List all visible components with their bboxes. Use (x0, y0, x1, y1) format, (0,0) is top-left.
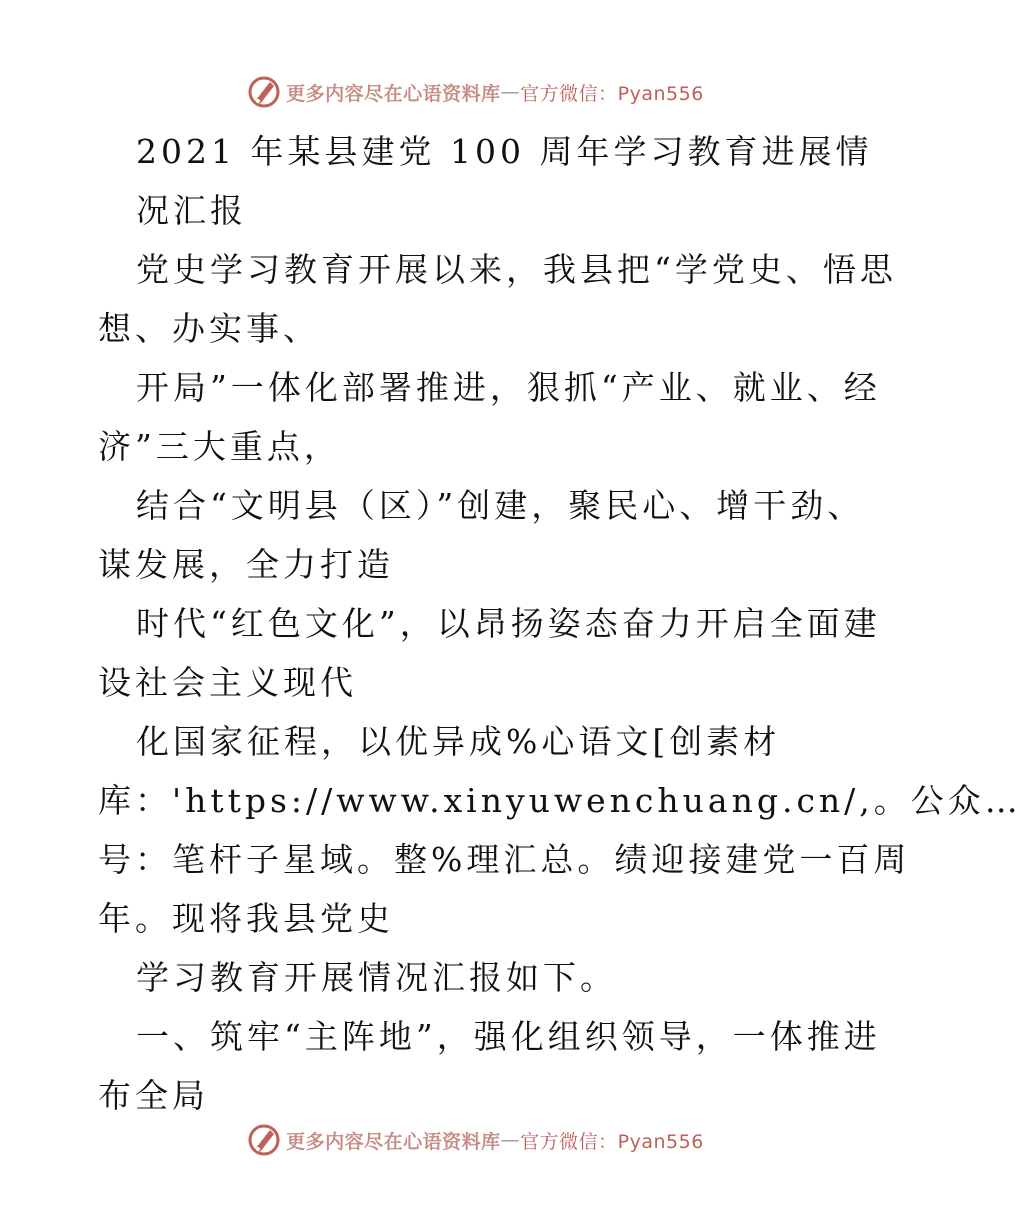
section-heading-line: 布全局 (98, 1076, 209, 1115)
paragraph-line: 年。现将我县党史 (98, 899, 394, 938)
paragraph-line: 时代“红色文化”，以昂扬姿态奋力开启全面建 (136, 604, 881, 643)
banner-separator: — (500, 81, 521, 103)
paragraph-line: 号：笔杆子星域。整%理汇总。绩迎接建党一百周 (98, 840, 911, 879)
paragraph-line: 设社会主义现代 (98, 663, 357, 702)
document-body (98, 122, 1022, 1125)
paragraph-line: 党史学习教育开展以来，我县把“学党史、悟思 (136, 250, 897, 289)
paragraph-line: 开局”一体化部署推进，狠抓“产业、就业、经 (136, 368, 881, 407)
paragraph-line: 想、办实事、 (98, 309, 320, 348)
paragraph-line: 济”三大重点， (98, 427, 341, 466)
banner-text: 更多内容尽在心语资料库 (286, 82, 501, 105)
title-line-1: 2021 年某县建党 100 周年学习教育进展情 (136, 132, 873, 171)
banner-wechat: 官方微信：Pyan556 (520, 1130, 704, 1153)
banner-separator: — (500, 1129, 521, 1151)
footer-banner (0, 1120, 950, 1160)
header-banner (0, 72, 950, 112)
pen-logo-icon (246, 1122, 282, 1158)
section-heading-line: 一、筑牢“主阵地”，强化组织领导，一体推进 (136, 1017, 881, 1056)
title-line-2: 况汇报 (136, 191, 247, 230)
banner-text: 更多内容尽在心语资料库 (286, 1130, 501, 1153)
banner-wechat: 官方微信：Pyan556 (520, 82, 704, 105)
paragraph-line: 库：'https://www.xinyuwenchuang.cn/,。公众… (98, 781, 1022, 820)
paragraph-line: 结合“文明县（区）”创建，聚民心、增干劲、 (136, 486, 865, 525)
paragraph-line: 谋发展，全力打造 (98, 545, 394, 584)
pen-logo-icon (246, 74, 282, 110)
paragraph-line: 化国家征程，以优异成%心语文[创素材 (136, 722, 781, 761)
paragraph-line: 学习教育开展情况汇报如下。 (136, 958, 617, 997)
